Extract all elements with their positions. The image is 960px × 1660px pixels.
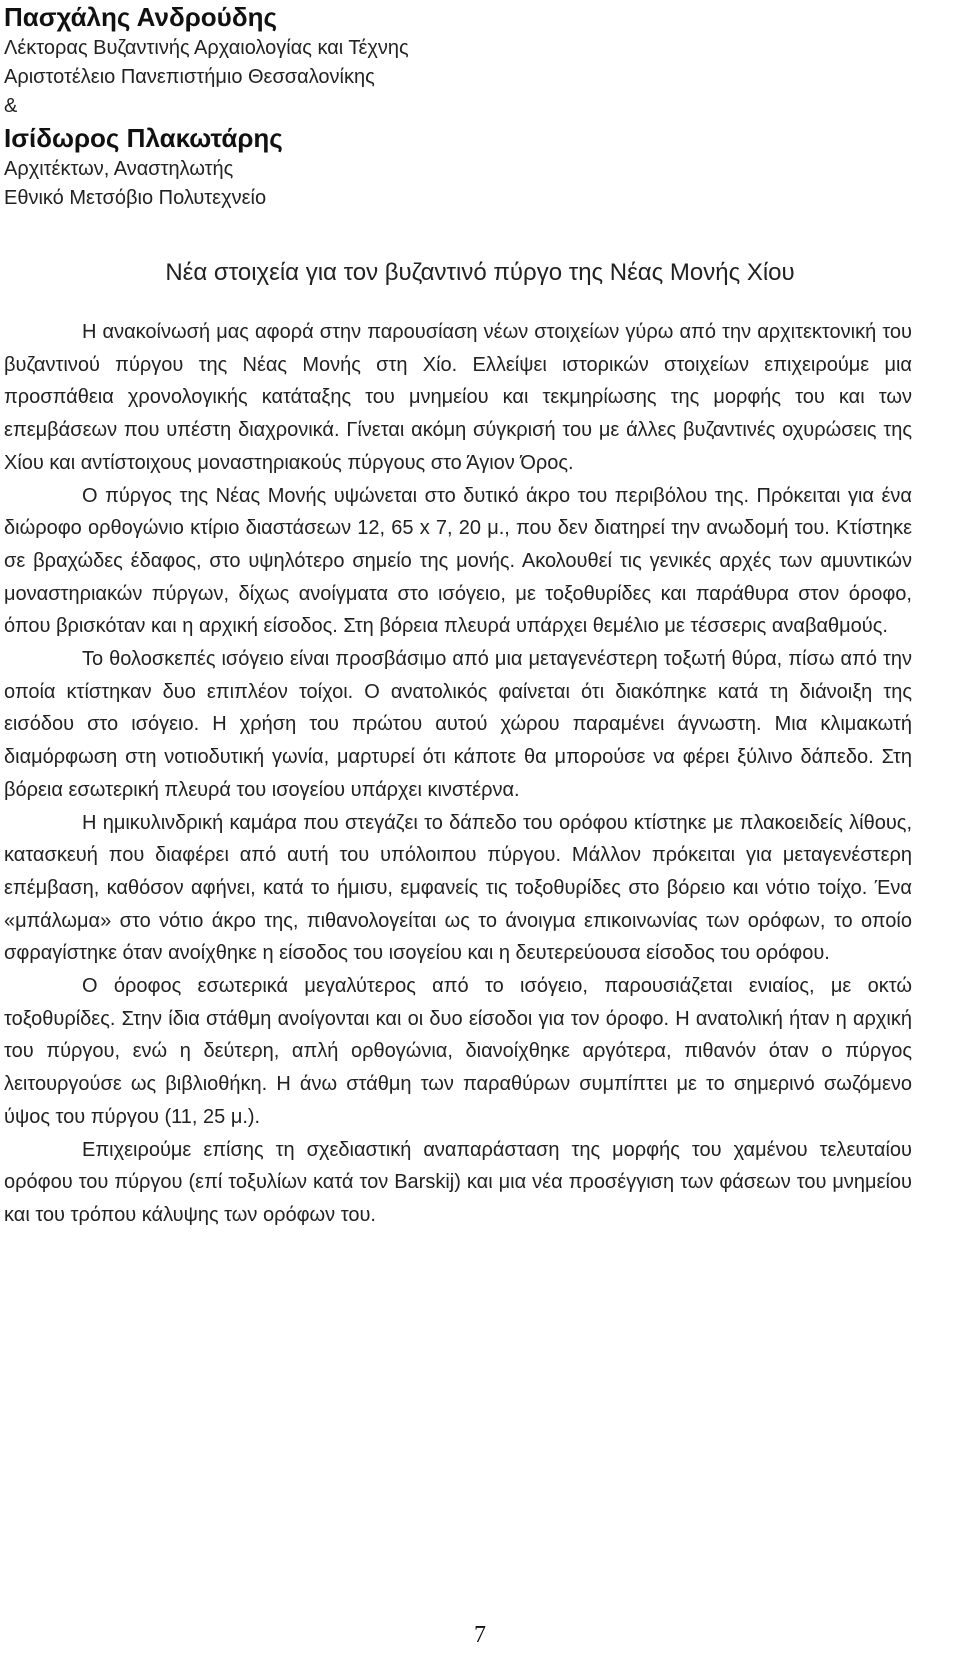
page-number: 7 xyxy=(474,1622,486,1648)
body-paragraph: Ο όροφος εσωτερικά μεγαλύτερος από το ισόγειο, παρουσιάζεται ενιαίος, με οκτώ τοξοθυρίδες. Στην ίδια στάθμη ανοίγονται και οι δυο είσοδοι για τον όροφο. Η ανατολική ήταν η αρχική του πύργου, ενώ η δεύτερη, απλή ορθογώνια, διανοίχθηκε αργότερα, πιθανόν όταν ο πύργος λειτουργούσε ως βιβλιοθήκη. Η άνω στάθμη των παραθύρων συμπίπτει με το σημερινό σωζόμενο ύψος του πύργου (11, 25 μ.). xyxy=(4,975,912,1128)
author-affiliation: Εθνικό Μετσόβιο Πολυτεχνείο xyxy=(4,187,267,209)
body-paragraph: Η ανακοίνωσή μας αφορά στην παρουσίαση νέων στοιχείων γύρω από την αρχιτεκτονική του βυζαντινού πύργου της Νέας Μονής στη Χίο. Ελλείψει ιστορικών στοιχείων επιχειρούμε μια προσπάθεια χρονολογικής κατάταξης του μνημείου και τεκμηρίωσης της μορφής του και των επεμβάσεων που υπέστη διαχρονικά. Γίνεται ακόμη σύγκρισή του με άλλες βυζαντινές οχυρώσεις της Χίου και αντίστοιχους μοναστηριακούς πύργους στο Άγιον Όρος. xyxy=(4,321,912,474)
body-paragraph: Επιχειρούμε επίσης τη σχεδιαστική αναπαράσταση της μορφής του χαμένου τελευταίου ορόφου του πύργου (επί τοξυλίων κατά τον Barskij) και μια νέα προσέγγιση των φάσεων του μνημείου και του τρόπου κάλυψης των ορόφων του. xyxy=(4,1138,912,1226)
author-name: Πασχάλης Ανδρούδης xyxy=(4,2,277,32)
paper-title: Νέα στοιχεία για τον βυζαντινό πύργο της Νέας Μονής Χίου xyxy=(165,259,795,286)
author-affiliation: Αριστοτέλειο Πανεπιστήμιο Θεσσαλονίκης xyxy=(4,66,375,88)
author-separator: & xyxy=(4,95,18,117)
author-name: Ισίδωρος Πλακωτάρης xyxy=(4,123,283,153)
body-paragraph: Ο πύργος της Νέας Μονής υψώνεται στο δυτικό άκρο του περιβόλου της. Πρόκειται για ένα διώροφο ορθογώνιο κτίριο διαστάσεων 12, 65 x 7, 20 μ., που δεν διατηρεί την ανωδομή του. Κτίστηκε σε βραχώδες έδαφος, στο υψηλότερο σημείο της μονής. Ακολουθεί τις γενικές αρχές των αμυντικών μοναστηριακών πύργων, δίχως ανοίγματα στο ισόγειο, με τοξοθυρίδες και παράθυρα στον όροφο, όπου βρισκόταν και η αρχική είσοδος. Στη βόρεια πλευρά υπάρχει θεμέλιο με τέσσερις αναβαθμούς. xyxy=(4,484,912,638)
body-paragraph: Το θολοσκεπές ισόγειο είναι προσβάσιμο από μια μεταγενέστερη τοξωτή θύρα, πίσω από την οποία κτίστηκαν δυο επιπλέον τοίχοι. Ο ανατολικός φαίνεται ότι διακόπηκε κατά τη διάνοιξη της εισόδου στο ισόγειο. Η χρήση του πρώτου αυτού χώρου παραμένει άγνωστη. Μια κλιμακωτή διαμόρφωση στη νοτιοδυτική γωνία, μαρτυρεί ότι κάποτε θα μπορούσε να φέρει ξύλινο δάπεδο. Στη βόρεια εσωτερική πλευρά του ισογείου υπάρχει κινστέρνα. xyxy=(4,648,912,801)
author-affiliation: Αρχιτέκτων, Αναστηλωτής xyxy=(4,158,234,180)
author-affiliation: Λέκτορας Βυζαντινής Αρχαιολογίας και Τέχνης xyxy=(4,37,409,59)
author-block xyxy=(4,0,704,213)
abstract-body xyxy=(4,316,912,1232)
body-paragraph: Η ημικυλινδρική καμάρα που στεγάζει το δάπεδο του ορόφου κτίστηκε με πλακοειδείς λίθους, κατασκευή που διαφέρει από αυτή του υπόλοιπου πύργου. Μάλλον πρόκειται για μεταγενέστερη επέμβαση, καθόσον αφήνει, κατά το ήμισυ, εμφανείς τις τοξοθυρίδες στο βόρειο και νότιο τοίχο. Ένα «μπάλωμα» στο νότιο άκρο της, πιθανολογείται ως το άνοιγμα επικοινωνίας των ορόφων, το οποίο σφραγίστηκε όταν ανοίχθηκε η είσοδος του ισογείου και η δευτερεύουσα είσοδος του ορόφου. xyxy=(4,811,912,965)
